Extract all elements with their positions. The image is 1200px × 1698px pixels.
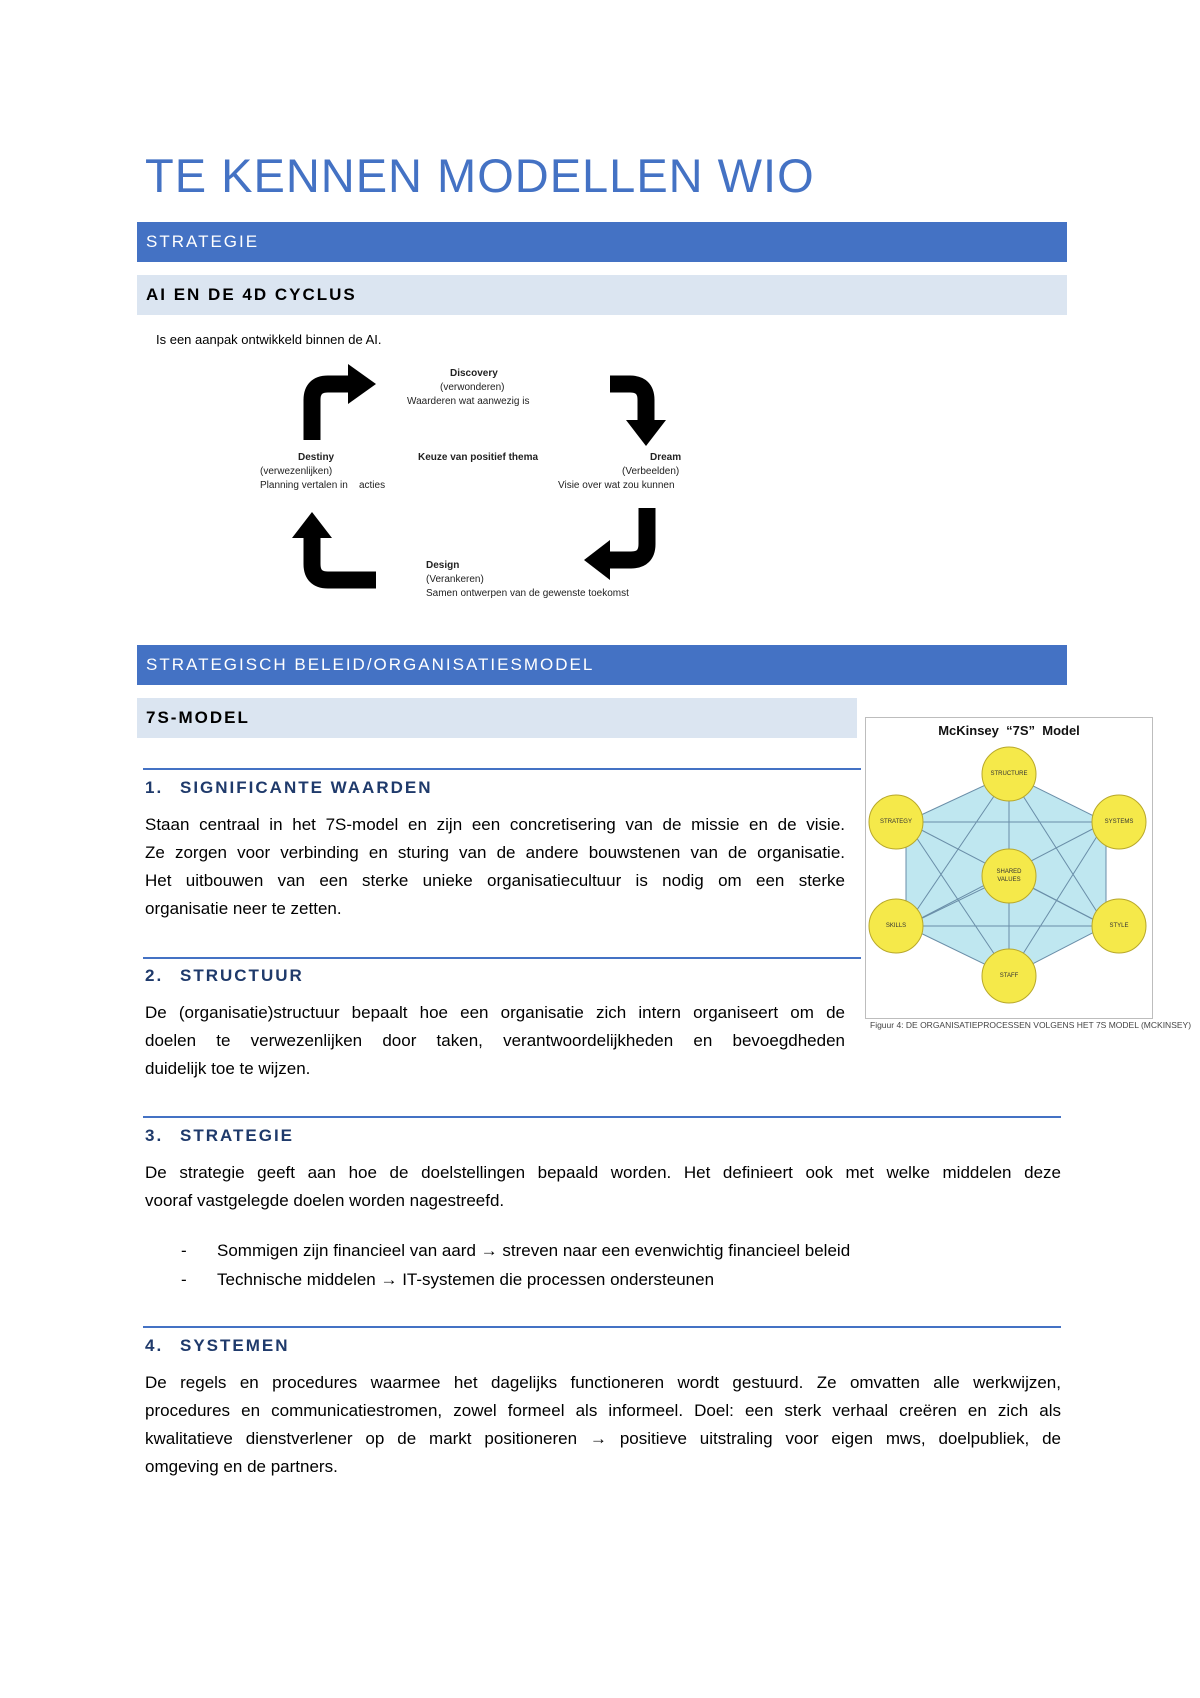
paragraph-line: organisatie neer te zetten. bbox=[145, 899, 342, 918]
document-title: TE KENNEN MODELLEN WIO bbox=[145, 149, 815, 202]
divider-1 bbox=[143, 768, 861, 770]
destiny-desc: Planning vertalen in acties bbox=[260, 480, 386, 491]
node-label-strategy: STRATEGY bbox=[880, 819, 912, 825]
destiny-sub: (verwezenlijken) bbox=[260, 466, 333, 477]
dream-desc: Visie over wat zou kunnen bbox=[558, 480, 675, 491]
heading-structuur bbox=[145, 966, 304, 986]
design-title: Design bbox=[426, 560, 460, 571]
arrow-dream-to-design-icon bbox=[584, 508, 647, 580]
ai-4d-cycle-diagram bbox=[150, 322, 710, 612]
destiny-title: Destiny bbox=[298, 452, 335, 463]
paragraph-line: Staan centraal in het 7S-model en zijn een concretisering van de missie en de visie. bbox=[145, 815, 845, 834]
heading-text: STRATEGIE bbox=[180, 1126, 295, 1145]
figure-7s-title: McKinsey “7S” Model bbox=[938, 723, 1080, 738]
section-heading-strategisch-beleid: STRATEGISCH BELEID/ORGANISATIESMODEL bbox=[137, 645, 1067, 685]
cycle-intro: Is een aanpak ontwikkeld binnen de AI. bbox=[156, 332, 382, 347]
node-label-skills: SKILLS bbox=[885, 923, 907, 929]
paragraph-strategie bbox=[145, 1159, 1061, 1215]
paragraph-line: procedures en communicatiestromen, zowel formeel als informeel. Doel: een sterk verhaal creëren en zich als bbox=[145, 1401, 1061, 1420]
divider-4 bbox=[143, 1326, 1061, 1328]
paragraph-line: kwalitatieve dienstverlener op de markt positioneren → positieve uitstraling voor eigen mws, doelpubliek, de bbox=[145, 1429, 1061, 1448]
paragraph-line: De strategie geeft aan hoe de doelstellingen bepaald worden. Het definieert ook met welke middelen deze bbox=[145, 1163, 1061, 1182]
bullet-dash: - bbox=[181, 1241, 187, 1260]
discovery-desc: Waarderen wat aanwezig is bbox=[407, 396, 530, 407]
section-heading-strategie: STRATEGIE bbox=[137, 222, 1067, 262]
paragraph-line: omgeving en de partners. bbox=[145, 1457, 338, 1476]
heading-number: 3. bbox=[145, 1126, 164, 1145]
node-label-shared-values: SHARED VALUES bbox=[996, 869, 1022, 883]
cycle-center-label: Keuze van positief thema bbox=[418, 452, 539, 463]
dream-sub: (Verbeelden) bbox=[622, 466, 680, 477]
paragraph-line: Het uitbouwen van een sterke unieke organisatiecultuur is nodig om een sterke bbox=[145, 871, 845, 890]
divider-2 bbox=[143, 957, 861, 959]
node-label-structure: STRUCTURE bbox=[990, 771, 1028, 777]
heading-strategie bbox=[145, 1126, 294, 1146]
bullet-text: Sommigen zijn financieel van aard → streven naar een evenwichtig financieel beleid bbox=[217, 1241, 851, 1260]
bullet-item bbox=[145, 1266, 714, 1294]
paragraph-systemen bbox=[145, 1369, 1061, 1481]
heading-text: SIGNIFICANTE WAARDEN bbox=[180, 778, 433, 797]
discovery-sub: (verwonderen) bbox=[440, 382, 505, 393]
paragraph-line: vooraf vastgelegde doelen worden nagestreefd. bbox=[145, 1191, 505, 1210]
design-desc: Samen ontwerpen van de gewenste toekomst bbox=[426, 588, 629, 599]
heading-systemen bbox=[145, 1336, 290, 1356]
heading-number: 1. bbox=[145, 778, 164, 797]
paragraph-significante-waarden bbox=[145, 811, 845, 923]
bullet-dash: - bbox=[181, 1270, 187, 1289]
paragraph-line: Ze zorgen voor verbinding en sturing van de andere bouwstenen van de organisatie. bbox=[145, 843, 845, 862]
mckinsey-7s-figure bbox=[865, 717, 1153, 1019]
node-label-systems: SYSTEMS bbox=[1104, 819, 1134, 825]
arrow-destiny-to-discovery-icon bbox=[312, 364, 376, 440]
bullet-item bbox=[145, 1237, 850, 1265]
heading-number: 4. bbox=[145, 1336, 164, 1355]
node-label-style: STYLE bbox=[1109, 923, 1129, 929]
node-label-staff: STAFF bbox=[999, 973, 1019, 979]
paragraph-line: De regels en procedures waarmee het dagelijks functioneren wordt gestuurd. Ze omvatten alle werkwijzen, bbox=[145, 1373, 1061, 1392]
heading-text: SYSTEMEN bbox=[180, 1336, 290, 1355]
paragraph-structuur bbox=[145, 999, 845, 1083]
figure-7s-caption: Figuur 4: DE ORGANISATIEPROCESSEN VOLGENS HET 7S MODEL (MCKINSEY) bbox=[870, 1020, 1192, 1030]
subsection-heading-ai-4d: AI EN DE 4D CYCLUS bbox=[137, 275, 1067, 315]
divider-3 bbox=[143, 1116, 1061, 1118]
design-sub: (Verankeren) bbox=[426, 574, 484, 585]
paragraph-line: duidelijk toe te wijzen. bbox=[145, 1059, 311, 1078]
subsection-heading-7s-model: 7S-MODEL bbox=[137, 698, 857, 738]
discovery-title: Discovery bbox=[450, 368, 498, 379]
heading-number: 2. bbox=[145, 966, 164, 985]
dream-title: Dream bbox=[650, 452, 682, 463]
heading-text: STRUCTUUR bbox=[180, 966, 304, 985]
bullet-text: Technische middelen → IT-systemen die processen ondersteunen bbox=[217, 1270, 715, 1289]
paragraph-line: doelen te verwezenlijken door taken, verantwoordelijkheden en bevoegdheden bbox=[145, 1031, 845, 1050]
paragraph-line: De (organisatie)structuur bepaalt hoe een organisatie zich intern organiseert om de bbox=[145, 1003, 845, 1022]
arrow-discovery-to-dream-icon bbox=[610, 384, 666, 446]
heading-significante-waarden bbox=[145, 778, 433, 798]
arrow-design-to-destiny-icon bbox=[292, 512, 376, 580]
